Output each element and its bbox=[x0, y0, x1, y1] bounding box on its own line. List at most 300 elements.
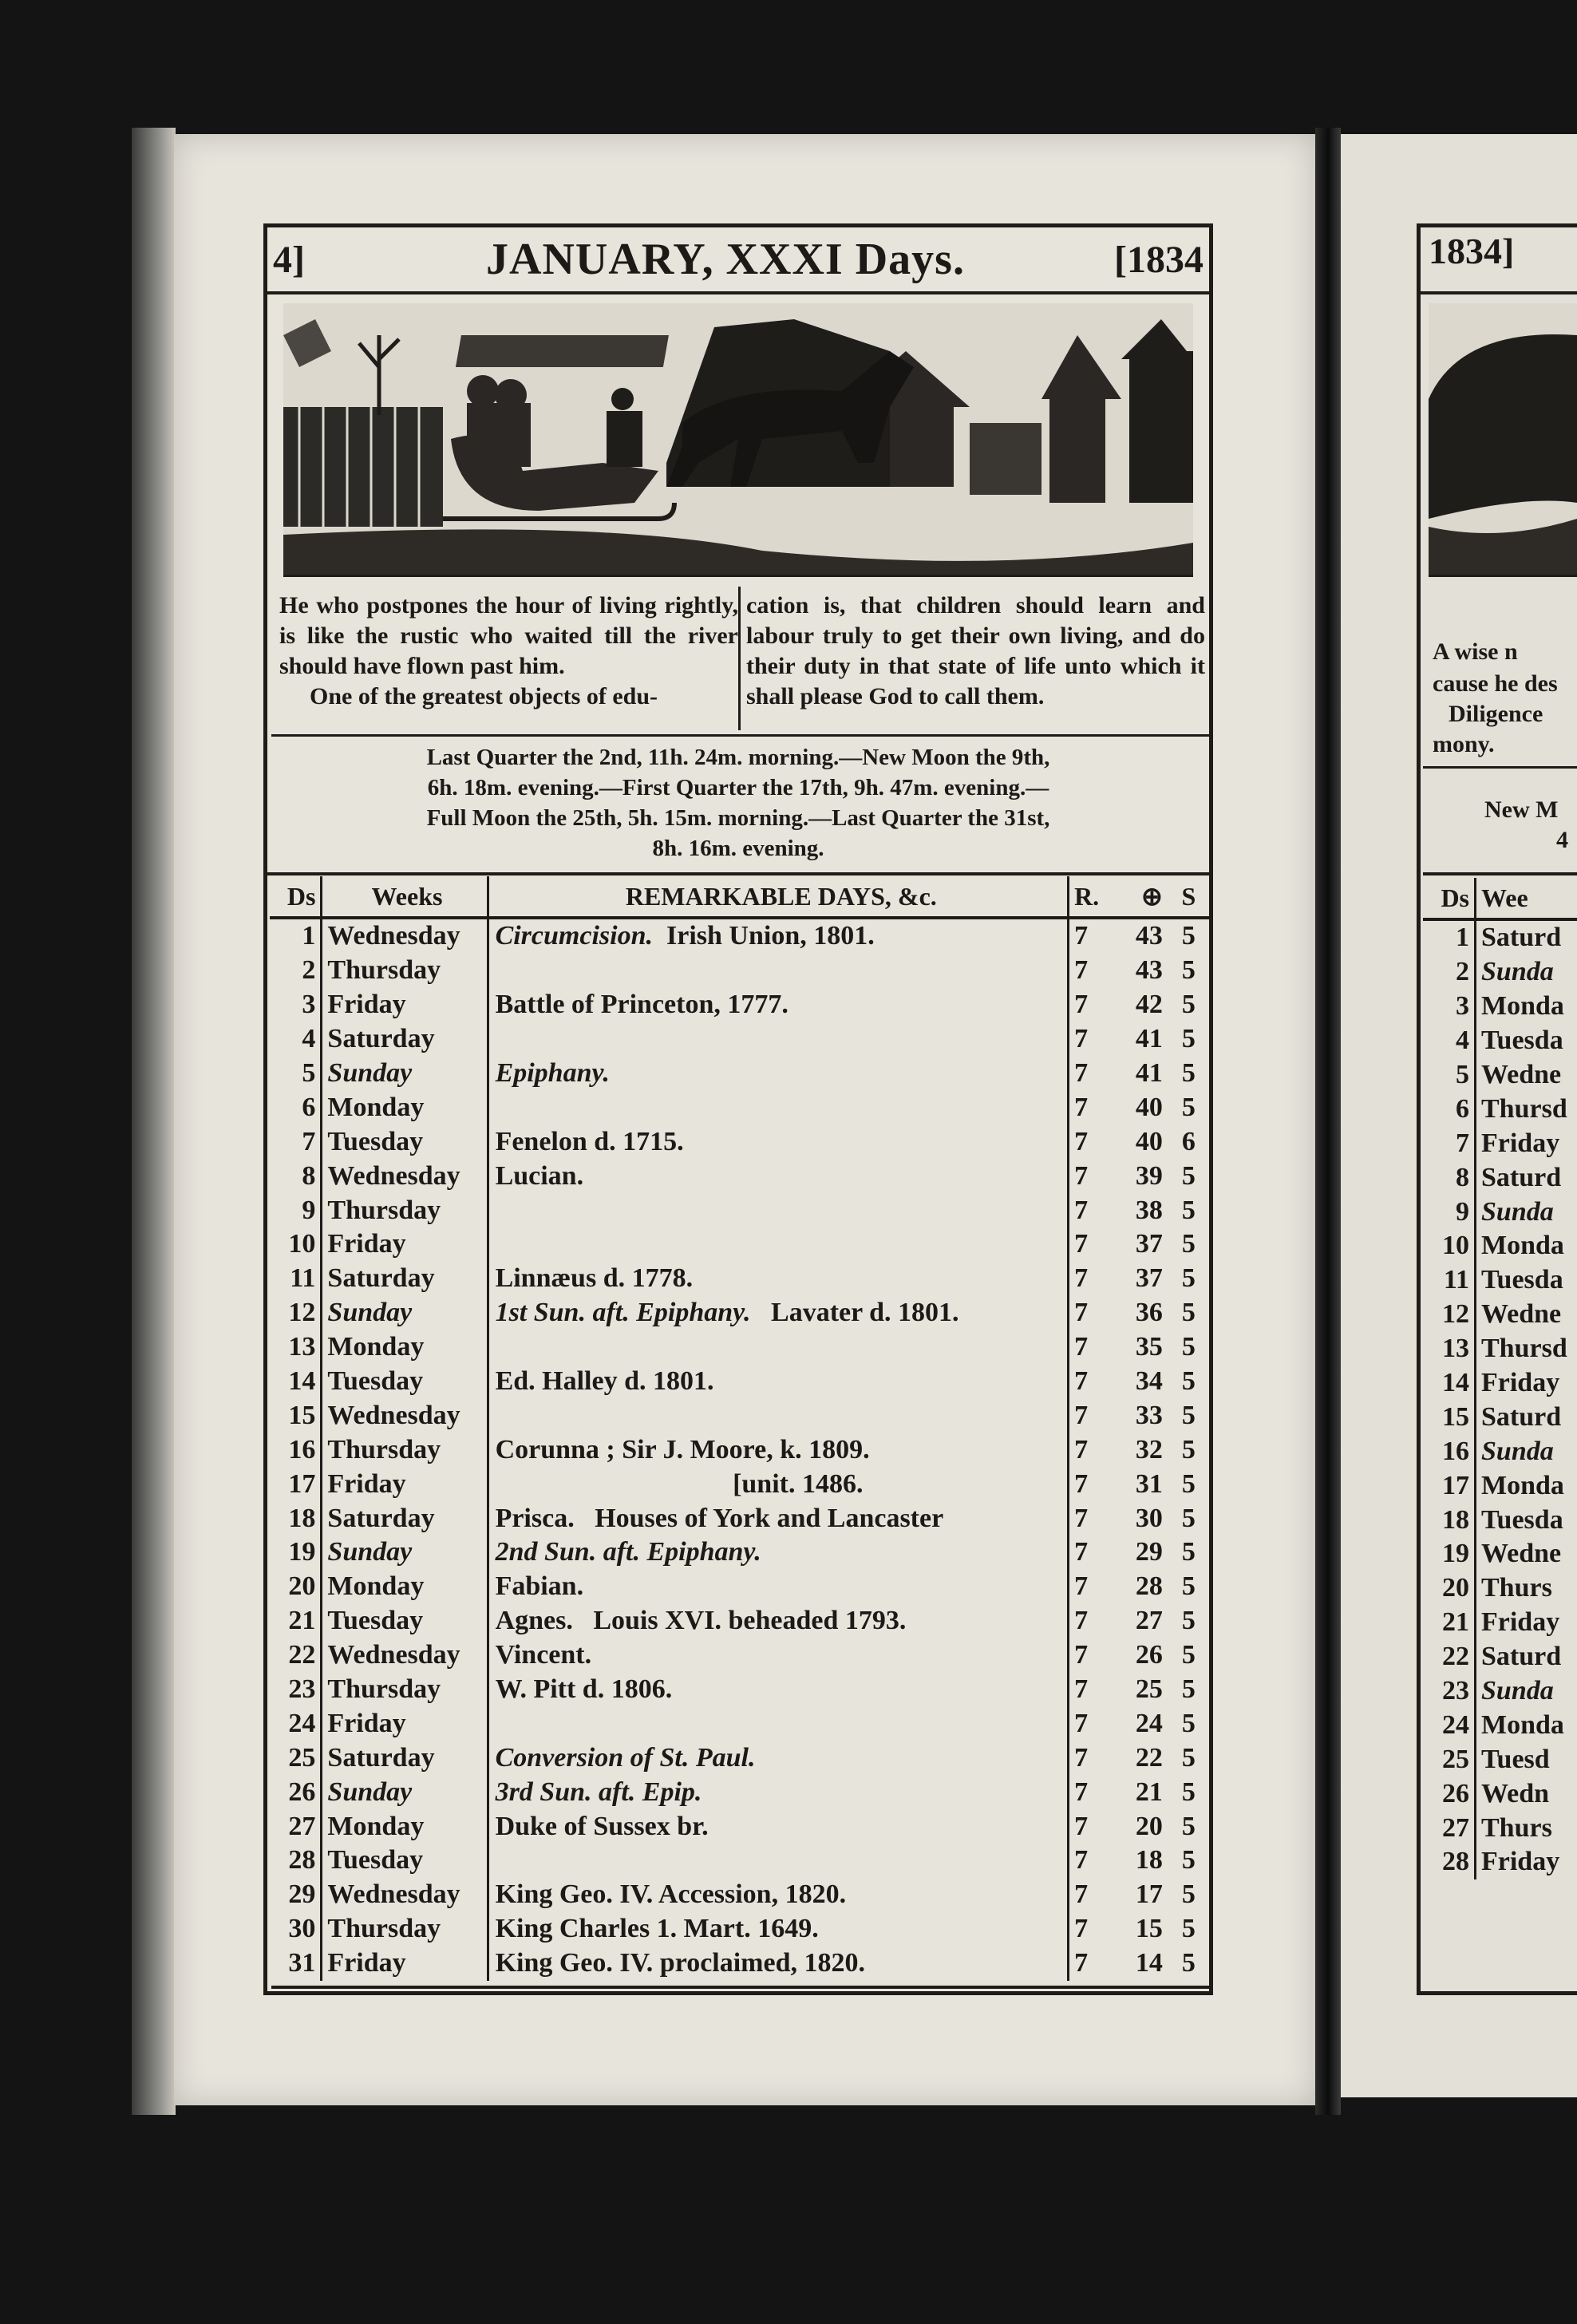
right-day-number: 26 bbox=[1423, 1777, 1476, 1811]
weekday: Saturday bbox=[322, 1022, 488, 1057]
day-number: 24 bbox=[270, 1706, 322, 1741]
sunset-hour: 5 bbox=[1181, 1229, 1196, 1259]
right-weekday: Monda bbox=[1481, 1709, 1564, 1740]
right-day-number: 7 bbox=[1423, 1126, 1476, 1160]
remarkable-day bbox=[488, 1570, 1069, 1604]
proverb-right-column bbox=[746, 591, 1205, 712]
sunset-hour: 5 bbox=[1181, 1845, 1196, 1875]
event-name: Corunna ; Sir J. Moore, k. 1809. bbox=[495, 1434, 870, 1464]
right-calendar-row bbox=[1423, 1708, 1577, 1742]
right-weekday: Wedne bbox=[1481, 1299, 1562, 1330]
sunrise-hour: 7 bbox=[1074, 1640, 1089, 1670]
header-year: [1834 bbox=[1114, 238, 1204, 281]
calendar-row bbox=[270, 1501, 1210, 1536]
weekday: Tuesday bbox=[322, 1844, 488, 1878]
remarkable-day bbox=[488, 1467, 1069, 1501]
right-calendar-row bbox=[1423, 1024, 1577, 1058]
sunset-hour: 5 bbox=[1181, 1914, 1196, 1944]
weekday: Thursday bbox=[322, 1673, 488, 1707]
sunrise-minutes: 31 bbox=[1135, 1468, 1163, 1499]
weekday: Wednesday bbox=[322, 1159, 488, 1193]
calendar-row bbox=[270, 1057, 1210, 1091]
sunrise-hour: 7 bbox=[1074, 1777, 1089, 1807]
event-name: Irish Union, 1801. bbox=[653, 921, 875, 951]
calendar-row bbox=[270, 1022, 1210, 1057]
sunset-hour: 5 bbox=[1181, 1434, 1196, 1464]
page-number: 4] bbox=[273, 238, 305, 281]
sunset-hour: 5 bbox=[1181, 1674, 1196, 1705]
sunrise-minutes: 40 bbox=[1135, 1092, 1163, 1122]
calendar-row bbox=[270, 1844, 1210, 1878]
calendar-table bbox=[270, 876, 1210, 1981]
sunrise-hour: 7 bbox=[1074, 1092, 1089, 1122]
right-day-number: 12 bbox=[1423, 1298, 1476, 1332]
right-day-number: 20 bbox=[1423, 1571, 1476, 1606]
col-header-set: S bbox=[1168, 876, 1210, 918]
proverb-paragraph-2: One of the greatest objects of edu- bbox=[310, 683, 658, 709]
sunrise-hour: 7 bbox=[1074, 1845, 1089, 1875]
sunrise-hour: 7 bbox=[1074, 1400, 1089, 1430]
right-weekday: Tuesda bbox=[1481, 1026, 1563, 1056]
right-weekday: Thurs bbox=[1481, 1812, 1552, 1843]
sunrise-hour: 7 bbox=[1074, 1332, 1089, 1362]
right-weekday: Friday bbox=[1481, 1128, 1560, 1158]
calendar-row bbox=[270, 1536, 1210, 1570]
weekday: Saturday bbox=[322, 1501, 488, 1536]
moon-line: 8h. 16m. evening. bbox=[652, 836, 824, 861]
event-name: W. Pitt d. 1806. bbox=[495, 1674, 673, 1705]
right-calendar-row bbox=[1423, 919, 1577, 955]
day-number: 2 bbox=[270, 954, 322, 988]
event-name: King Geo. IV. proclaimed, 1820. bbox=[495, 1948, 865, 1978]
right-day-number: 27 bbox=[1423, 1811, 1476, 1845]
proverb-paragraph-3: cation is, that children should learn and labour truly to get their own living, and do their duty in that state of life unto which it shall please God to call them. bbox=[746, 592, 1205, 709]
remarkable-day bbox=[488, 918, 1069, 954]
right-weekday: Saturd bbox=[1481, 923, 1562, 953]
remarkable-day bbox=[488, 1947, 1069, 1981]
sunset-hour: 5 bbox=[1181, 921, 1196, 951]
right-text-line: New M bbox=[1484, 796, 1559, 823]
proverb-paragraph-1: He who postpones the hour of living rightly, is like the rustic who waited till the river should have flown past him. bbox=[279, 592, 738, 679]
day-number: 12 bbox=[270, 1296, 322, 1330]
sunrise-minutes: 22 bbox=[1135, 1742, 1163, 1773]
weekday: Monday bbox=[322, 1570, 488, 1604]
right-weekday: Monda bbox=[1481, 1470, 1564, 1500]
remarkable-day bbox=[488, 1501, 1069, 1536]
header-rule bbox=[263, 291, 1213, 294]
right-day-number: 3 bbox=[1423, 990, 1476, 1024]
right-calendar-row bbox=[1423, 990, 1577, 1024]
sunrise-minutes: 14 bbox=[1135, 1948, 1163, 1978]
right-day-number: 16 bbox=[1423, 1434, 1476, 1468]
day-number: 18 bbox=[270, 1501, 322, 1536]
sunrise-minutes: 27 bbox=[1135, 1606, 1163, 1636]
right-weekday: Sunda bbox=[1481, 1436, 1554, 1466]
calendar-row bbox=[270, 1809, 1210, 1844]
weekday: Saturday bbox=[322, 1741, 488, 1775]
event-name: Ed. Halley d. 1801. bbox=[495, 1366, 714, 1397]
calendar-row bbox=[270, 1227, 1210, 1262]
weekday: Wednesday bbox=[322, 1878, 488, 1912]
feast-name: Conversion of St. Paul. bbox=[495, 1742, 756, 1773]
right-text-line: mony. bbox=[1433, 731, 1495, 757]
remarkable-day bbox=[488, 1022, 1069, 1057]
sunrise-hour: 7 bbox=[1074, 1366, 1089, 1397]
day-number: 19 bbox=[270, 1536, 322, 1570]
day-number: 4 bbox=[270, 1022, 322, 1057]
calendar-row bbox=[270, 1706, 1210, 1741]
right-day-number: 9 bbox=[1423, 1195, 1476, 1229]
right-calendar-row bbox=[1423, 1468, 1577, 1503]
sunrise-minutes: 30 bbox=[1135, 1503, 1163, 1533]
calendar-row bbox=[270, 1467, 1210, 1501]
sunrise-minutes: 43 bbox=[1135, 921, 1163, 951]
moon-line: Last Quarter the 2nd, 11h. 24m. morning.—New Moon the 9th, bbox=[426, 745, 1050, 770]
sunrise-minutes: 41 bbox=[1135, 1024, 1163, 1054]
right-day-number: 8 bbox=[1423, 1160, 1476, 1195]
right-weekday: Sunda bbox=[1481, 1676, 1554, 1706]
day-number: 27 bbox=[270, 1809, 322, 1844]
sunrise-hour: 7 bbox=[1074, 1503, 1089, 1533]
weekday: Tuesday bbox=[322, 1604, 488, 1638]
right-day-number: 4 bbox=[1423, 1024, 1476, 1058]
sunset-hour: 5 bbox=[1181, 1708, 1196, 1738]
right-weekday: Friday bbox=[1481, 1607, 1560, 1638]
weekday: Friday bbox=[322, 1947, 488, 1981]
sunset-hour: 5 bbox=[1181, 1058, 1196, 1088]
col-header-remarkable: REMARKABLE DAYS, &c. bbox=[488, 876, 1069, 918]
sleigh-illustration bbox=[283, 303, 1193, 577]
calendar-row bbox=[270, 1159, 1210, 1193]
right-weekday: Tuesda bbox=[1481, 1504, 1563, 1535]
day-number: 10 bbox=[270, 1227, 322, 1262]
remarkable-day bbox=[488, 1398, 1069, 1433]
right-calendar-row bbox=[1423, 1092, 1577, 1126]
calendar-row bbox=[270, 1090, 1210, 1124]
sunrise-minutes: 42 bbox=[1135, 990, 1163, 1020]
right-calendar-row bbox=[1423, 1434, 1577, 1468]
sunrise-minutes: 21 bbox=[1135, 1777, 1163, 1807]
weekday: Thursday bbox=[322, 1193, 488, 1227]
sunset-hour: 5 bbox=[1181, 1948, 1196, 1978]
right-calendar-row bbox=[1423, 1606, 1577, 1640]
right-day-number: 23 bbox=[1423, 1674, 1476, 1709]
sunrise-hour: 7 bbox=[1074, 1742, 1089, 1773]
sunrise-hour: 7 bbox=[1074, 921, 1089, 951]
weekday: Sunday bbox=[322, 1775, 488, 1809]
right-calendar-row bbox=[1423, 1298, 1577, 1332]
right-text-line: cause he des bbox=[1433, 670, 1558, 697]
right-calendar-row bbox=[1423, 1160, 1577, 1195]
right-calendar-row bbox=[1423, 1742, 1577, 1777]
feast-name: Epiphany. bbox=[495, 1058, 610, 1088]
prose-rule bbox=[271, 734, 1209, 737]
day-number: 17 bbox=[270, 1467, 322, 1501]
right-day-number: 17 bbox=[1423, 1468, 1476, 1503]
day-number: 6 bbox=[270, 1090, 322, 1124]
sunset-hour: 5 bbox=[1181, 1503, 1196, 1533]
sunset-hour: 5 bbox=[1181, 1777, 1196, 1807]
sunrise-hour: 7 bbox=[1074, 1914, 1089, 1944]
weekday: Monday bbox=[322, 1090, 488, 1124]
sunrise-minutes: 20 bbox=[1135, 1811, 1163, 1841]
right-calendar-row bbox=[1423, 1777, 1577, 1811]
calendar-row bbox=[270, 1330, 1210, 1365]
right-page-illustration bbox=[1429, 303, 1577, 577]
day-number: 28 bbox=[270, 1844, 322, 1878]
right-calendar-row bbox=[1423, 1845, 1577, 1879]
calendar-row bbox=[270, 1604, 1210, 1638]
sunrise-hour: 7 bbox=[1074, 1298, 1089, 1328]
remarkable-day bbox=[488, 1809, 1069, 1844]
event-name: Linnæus d. 1778. bbox=[495, 1263, 694, 1294]
remarkable-day bbox=[488, 988, 1069, 1022]
weekday: Wednesday bbox=[322, 1398, 488, 1433]
weekday: Tuesday bbox=[322, 1365, 488, 1399]
right-weekday: Saturd bbox=[1481, 1401, 1562, 1432]
remarkable-day bbox=[488, 1433, 1069, 1467]
sunrise-minutes: 37 bbox=[1135, 1229, 1163, 1259]
right-calendar-row bbox=[1423, 1571, 1577, 1606]
sunrise-minutes: 26 bbox=[1135, 1640, 1163, 1670]
right-calendar-row bbox=[1423, 1811, 1577, 1845]
moon-rule bbox=[267, 872, 1209, 875]
remarkable-day bbox=[488, 1193, 1069, 1227]
right-text-line: 4 bbox=[1556, 827, 1568, 853]
right-weekday: Tuesd bbox=[1481, 1744, 1550, 1774]
calendar-header-row bbox=[270, 876, 1210, 918]
col-header-day: Ds bbox=[270, 876, 322, 918]
remarkable-day bbox=[488, 1330, 1069, 1365]
right-calendar-table bbox=[1423, 878, 1577, 1879]
weekday: Thursday bbox=[322, 954, 488, 988]
remarkable-day bbox=[488, 1124, 1069, 1159]
calendar-row bbox=[270, 1878, 1210, 1912]
event-name: [unit. 1486. bbox=[495, 1468, 864, 1499]
event-name: Agnes. Louis XVI. beheaded 1793. bbox=[495, 1606, 907, 1636]
day-number: 16 bbox=[270, 1433, 322, 1467]
sunset-hour: 5 bbox=[1181, 1879, 1196, 1910]
right-col-day: Ds bbox=[1423, 878, 1476, 919]
remarkable-day bbox=[488, 1296, 1069, 1330]
sunset-hour: 5 bbox=[1181, 1298, 1196, 1328]
right-calendar-row bbox=[1423, 1263, 1577, 1298]
right-day-number: 2 bbox=[1423, 955, 1476, 990]
sunrise-hour: 7 bbox=[1074, 1195, 1089, 1225]
right-day-number: 6 bbox=[1423, 1092, 1476, 1126]
weekday: Friday bbox=[322, 1227, 488, 1262]
right-calendar-row bbox=[1423, 1400, 1577, 1434]
sunrise-minutes: 15 bbox=[1135, 1914, 1163, 1944]
table-bottom-rule bbox=[271, 1986, 1209, 1989]
sunrise-hour: 7 bbox=[1074, 1434, 1089, 1464]
day-number: 7 bbox=[270, 1124, 322, 1159]
right-calendar-row bbox=[1423, 1195, 1577, 1229]
sunrise-minutes: 41 bbox=[1135, 1058, 1163, 1088]
sunset-hour: 5 bbox=[1181, 1366, 1196, 1397]
sunset-hour: 5 bbox=[1181, 1024, 1196, 1054]
feast-name: 2nd Sun. aft. Epiphany. bbox=[495, 1537, 761, 1567]
calendar-row bbox=[270, 1365, 1210, 1399]
feast-name: Circumcision. bbox=[495, 921, 653, 951]
sunset-hour: 5 bbox=[1181, 1195, 1196, 1225]
page-edge bbox=[132, 128, 176, 2115]
right-day-number: 18 bbox=[1423, 1503, 1476, 1537]
sunrise-minutes: 18 bbox=[1135, 1845, 1163, 1875]
day-number: 31 bbox=[270, 1947, 322, 1981]
weekday: Saturday bbox=[322, 1262, 488, 1296]
right-weekday: Monda bbox=[1481, 991, 1564, 1022]
right-weekday: Tuesda bbox=[1481, 1265, 1563, 1295]
right-weekday: Wedn bbox=[1481, 1778, 1550, 1808]
sunrise-hour: 7 bbox=[1074, 990, 1089, 1020]
sunrise-hour: 7 bbox=[1074, 1606, 1089, 1636]
calendar-row bbox=[270, 1638, 1210, 1673]
right-weekday: Sunda bbox=[1481, 1196, 1554, 1227]
event-name: Fabian. bbox=[495, 1571, 584, 1602]
day-number: 30 bbox=[270, 1912, 322, 1947]
day-number: 3 bbox=[270, 988, 322, 1022]
feast-name: 1st Sun. aft. Epiphany. bbox=[495, 1298, 751, 1328]
remarkable-day bbox=[488, 1706, 1069, 1741]
sunrise-minutes: 36 bbox=[1135, 1298, 1163, 1328]
sunrise-minutes: 43 bbox=[1135, 955, 1163, 986]
sunset-hour: 5 bbox=[1181, 1537, 1196, 1567]
right-weekday: Wedne bbox=[1481, 1539, 1562, 1569]
event-name: King Geo. IV. Accession, 1820. bbox=[495, 1879, 847, 1910]
event-name: Lavater d. 1801. bbox=[750, 1298, 959, 1328]
day-number: 14 bbox=[270, 1365, 322, 1399]
weekday: Sunday bbox=[322, 1296, 488, 1330]
sunrise-minutes: 17 bbox=[1135, 1879, 1163, 1910]
weekday: Sunday bbox=[322, 1536, 488, 1570]
weekday: Sunday bbox=[322, 1057, 488, 1091]
right-text-line: Diligence bbox=[1449, 701, 1543, 727]
sunset-hour: 5 bbox=[1181, 1571, 1196, 1602]
sunrise-minutes: 32 bbox=[1135, 1434, 1163, 1464]
right-day-number: 21 bbox=[1423, 1606, 1476, 1640]
right-weekday: Thursd bbox=[1481, 1334, 1567, 1364]
weekday: Friday bbox=[322, 1467, 488, 1501]
right-weekday: Wedne bbox=[1481, 1060, 1562, 1089]
right-day-number: 19 bbox=[1423, 1537, 1476, 1571]
right-weekday: Monda bbox=[1481, 1231, 1564, 1261]
sunset-hour: 5 bbox=[1181, 990, 1196, 1020]
right-calendar-row bbox=[1423, 1503, 1577, 1537]
sunrise-hour: 7 bbox=[1074, 1948, 1089, 1978]
sunrise-hour: 7 bbox=[1074, 955, 1089, 986]
right-weekday: Saturd bbox=[1481, 1162, 1562, 1192]
remarkable-day bbox=[488, 954, 1069, 988]
day-number: 25 bbox=[270, 1741, 322, 1775]
sunrise-hour: 7 bbox=[1074, 1811, 1089, 1841]
right-page-year: 1834] bbox=[1429, 231, 1515, 271]
right-day-number: 11 bbox=[1423, 1263, 1476, 1298]
calendar-row bbox=[270, 1193, 1210, 1227]
right-calendar-row bbox=[1423, 1332, 1577, 1366]
sunrise-minutes: 39 bbox=[1135, 1160, 1163, 1191]
remarkable-day bbox=[488, 1057, 1069, 1091]
calendar-row bbox=[270, 1296, 1210, 1330]
day-number: 21 bbox=[270, 1604, 322, 1638]
right-weekday: Friday bbox=[1481, 1368, 1560, 1398]
right-weekday: Thursd bbox=[1481, 1093, 1567, 1124]
sunrise-hour: 7 bbox=[1074, 1229, 1089, 1259]
remarkable-day bbox=[488, 1878, 1069, 1912]
right-day-number: 1 bbox=[1423, 919, 1476, 955]
right-calendar-row bbox=[1423, 1537, 1577, 1571]
sunrise-hour: 7 bbox=[1074, 1263, 1089, 1294]
calendar-row bbox=[270, 1947, 1210, 1981]
remarkable-day bbox=[488, 1536, 1069, 1570]
remarkable-day bbox=[488, 1365, 1069, 1399]
right-calendar-row bbox=[1423, 1640, 1577, 1674]
proverb-left-column bbox=[279, 591, 738, 712]
calendar-row bbox=[270, 1262, 1210, 1296]
event-name: King Charles 1. Mart. 1649. bbox=[495, 1914, 819, 1944]
right-weekday: Saturd bbox=[1481, 1642, 1562, 1672]
sunrise-hour: 7 bbox=[1074, 1126, 1089, 1156]
event-name: Fenelon d. 1715. bbox=[495, 1126, 684, 1156]
sunset-hour: 5 bbox=[1181, 1811, 1196, 1841]
sunset-hour: 5 bbox=[1181, 1332, 1196, 1362]
right-calendar-row bbox=[1423, 1058, 1577, 1093]
sunset-hour: 5 bbox=[1181, 1263, 1196, 1294]
remarkable-day bbox=[488, 1227, 1069, 1262]
day-number: 1 bbox=[270, 918, 322, 954]
sunrise-minutes: 38 bbox=[1135, 1195, 1163, 1225]
weekday: Wednesday bbox=[322, 918, 488, 954]
calendar-row bbox=[270, 1741, 1210, 1775]
weekday: Wednesday bbox=[322, 1638, 488, 1673]
book-gutter bbox=[1315, 128, 1341, 2115]
sunrise-minutes: 40 bbox=[1135, 1126, 1163, 1156]
weekday: Friday bbox=[322, 988, 488, 1022]
weekday: Thursday bbox=[322, 1912, 488, 1947]
sunrise-hour: 7 bbox=[1074, 1024, 1089, 1054]
sunrise-hour: 7 bbox=[1074, 1537, 1089, 1567]
calendar-row bbox=[270, 1124, 1210, 1159]
sunrise-hour: 7 bbox=[1074, 1468, 1089, 1499]
remarkable-day bbox=[488, 1262, 1069, 1296]
sunset-hour: 6 bbox=[1181, 1126, 1196, 1156]
sunrise-minutes: 37 bbox=[1135, 1263, 1163, 1294]
moon-line: Full Moon the 25th, 5h. 15m. morning.—Last Quarter the 31st, bbox=[426, 805, 1050, 831]
day-number: 26 bbox=[270, 1775, 322, 1809]
sunrise-minutes: 29 bbox=[1135, 1537, 1163, 1567]
sunset-hour: 5 bbox=[1181, 955, 1196, 986]
right-day-number: 25 bbox=[1423, 1742, 1476, 1777]
day-number: 13 bbox=[270, 1330, 322, 1365]
remarkable-day bbox=[488, 1159, 1069, 1193]
sun-symbol-icon: ⊕ bbox=[1106, 876, 1168, 918]
sunset-hour: 5 bbox=[1181, 1742, 1196, 1773]
day-number: 22 bbox=[270, 1638, 322, 1673]
right-day-number: 15 bbox=[1423, 1400, 1476, 1434]
event-name: Battle of Princeton, 1777. bbox=[495, 990, 788, 1020]
right-day-number: 24 bbox=[1423, 1708, 1476, 1742]
sunrise-minutes: 28 bbox=[1135, 1571, 1163, 1602]
day-number: 20 bbox=[270, 1570, 322, 1604]
sunrise-hour: 7 bbox=[1074, 1879, 1089, 1910]
day-number: 9 bbox=[270, 1193, 322, 1227]
weekday: Thursday bbox=[322, 1433, 488, 1467]
sunrise-hour: 7 bbox=[1074, 1708, 1089, 1738]
sunrise-hour: 7 bbox=[1074, 1160, 1089, 1191]
sunrise-minutes: 35 bbox=[1135, 1332, 1163, 1362]
sunrise-minutes: 25 bbox=[1135, 1674, 1163, 1705]
weekday: Tuesday bbox=[322, 1124, 488, 1159]
